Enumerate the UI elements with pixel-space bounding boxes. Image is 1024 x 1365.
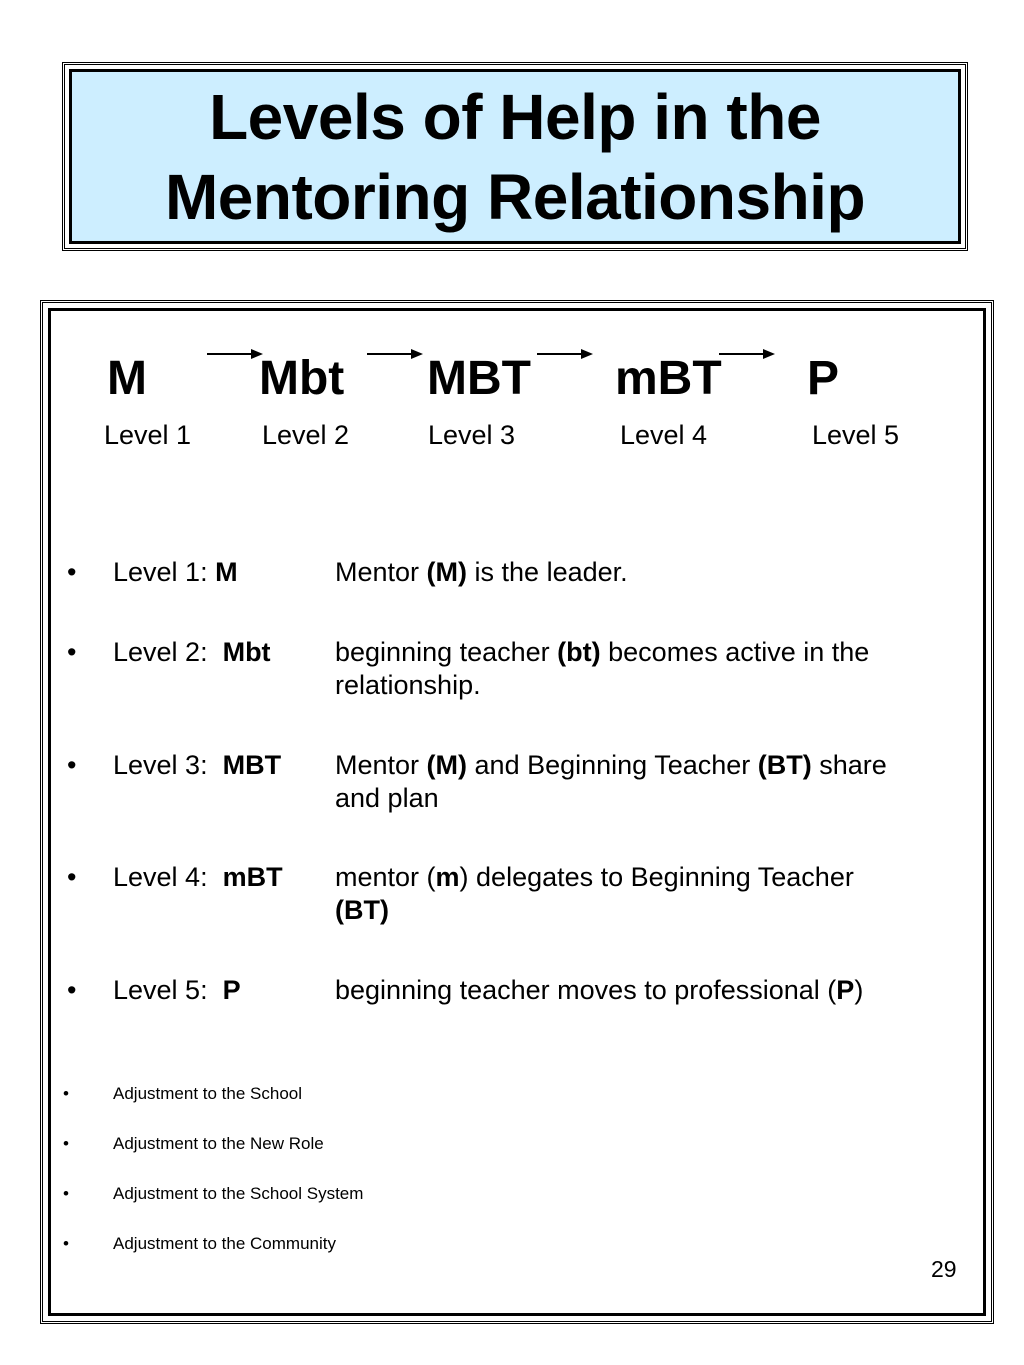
level-description-line-2 [335,782,439,815]
level-1-line-1-run-0: Mentor [335,557,427,587]
level-5-line-1-run-0: beginning teacher moves to professional ( [335,975,837,1005]
level-bullet: • [67,975,77,1005]
adjustment-bullet: • [63,1184,69,1203]
level-label-4: Level 4 [620,420,708,450]
level-code: Mbt [222,637,271,667]
content-frame [40,300,994,1324]
level-label-text: Level 1: [113,557,216,587]
level-label-text: Level 5: [113,975,223,1005]
level-3-line-1-run-2: and Beginning Teacher [467,750,758,780]
title-line-2: Mentoring Relationship [164,160,866,233]
level-4-line-1-run-0: mentor ( [335,862,436,892]
level-4-line-2-run-0: (BT) [335,895,389,925]
code-level-1: M [107,352,147,405]
level-label [113,636,271,669]
level-label-2: Level 2 [262,420,350,450]
level-bullet: • [67,862,77,892]
level-label [113,861,283,894]
level-description-line-1 [335,861,854,894]
level-bullet: • [67,557,77,587]
level-5-line-1-run-1: P [836,975,855,1005]
level-label-text: Level 2: [113,637,223,667]
arrow-4-icon [719,347,775,361]
level-label [113,974,241,1007]
level-3-line-1-run-1: (M) [426,750,468,780]
level-2-line-1-run-1: (bt) [557,637,601,667]
level-code: mBT [222,862,283,892]
adjustment-item: Adjustment to the School System [113,1184,364,1203]
level-description-line-1 [335,974,863,1007]
level-label-5: Level 5 [812,420,900,450]
arrow-2-icon [367,347,423,361]
level-3-line-1-run-3: (BT) [757,750,812,780]
code-level-2: Mbt [259,352,345,405]
adjustment-bullet: • [63,1084,69,1103]
level-5-line-1-run-2: ) [854,975,864,1005]
level-label [113,556,238,589]
adjustment-item: Adjustment to the School [113,1084,303,1103]
content-box [48,308,986,1316]
title-box [69,69,961,244]
level-bullet: • [67,750,77,780]
arrow-3-icon [537,347,593,361]
level-1-line-1-run-1: (M) [426,557,468,587]
level-3-line-2-run-0: and plan [335,783,439,813]
level-2-line-1-run-2: becomes active in the [600,637,870,667]
level-description-line-1 [335,636,869,669]
level-1-line-1-run-2: is the leader. [467,557,628,587]
level-label-text: Level 4: [113,862,223,892]
level-3-line-1-run-4: share [811,750,887,780]
level-bullet: • [67,637,77,667]
level-label [113,749,281,782]
adjustment-bullet: • [63,1234,69,1253]
level-label-3: Level 3 [428,420,516,450]
level-4-line-1-run-1: m [435,862,460,892]
title-line-1: Levels of Help in the [209,80,821,153]
level-code: P [222,975,241,1005]
adjustment-item: Adjustment to the New Role [113,1134,324,1153]
level-2-line-2-run-0: relationship. [335,670,481,700]
page-number: 29 [931,1256,957,1282]
arrow-1-icon [207,347,263,361]
code-level-3: MBT [427,352,531,405]
code-level-4: mBT [615,352,722,405]
level-3-line-1-run-0: Mentor [335,750,427,780]
adjustment-bullet: • [63,1134,69,1153]
level-description-line-2 [335,669,481,702]
level-code: MBT [222,750,282,780]
level-code: M [215,557,238,587]
level-description-line-1 [335,749,887,782]
code-level-5: P [807,352,840,405]
level-label-text: Level 3: [113,750,223,780]
level-4-line-1-run-2: ) delegates to Beginning Teacher [459,862,854,892]
level-description-line-2 [335,894,389,927]
title-frame [62,62,968,251]
level-2-line-1-run-0: beginning teacher [335,637,558,667]
adjustment-item: Adjustment to the Community [113,1234,336,1253]
level-description-line-1 [335,556,628,589]
level-label-1: Level 1 [104,420,192,450]
